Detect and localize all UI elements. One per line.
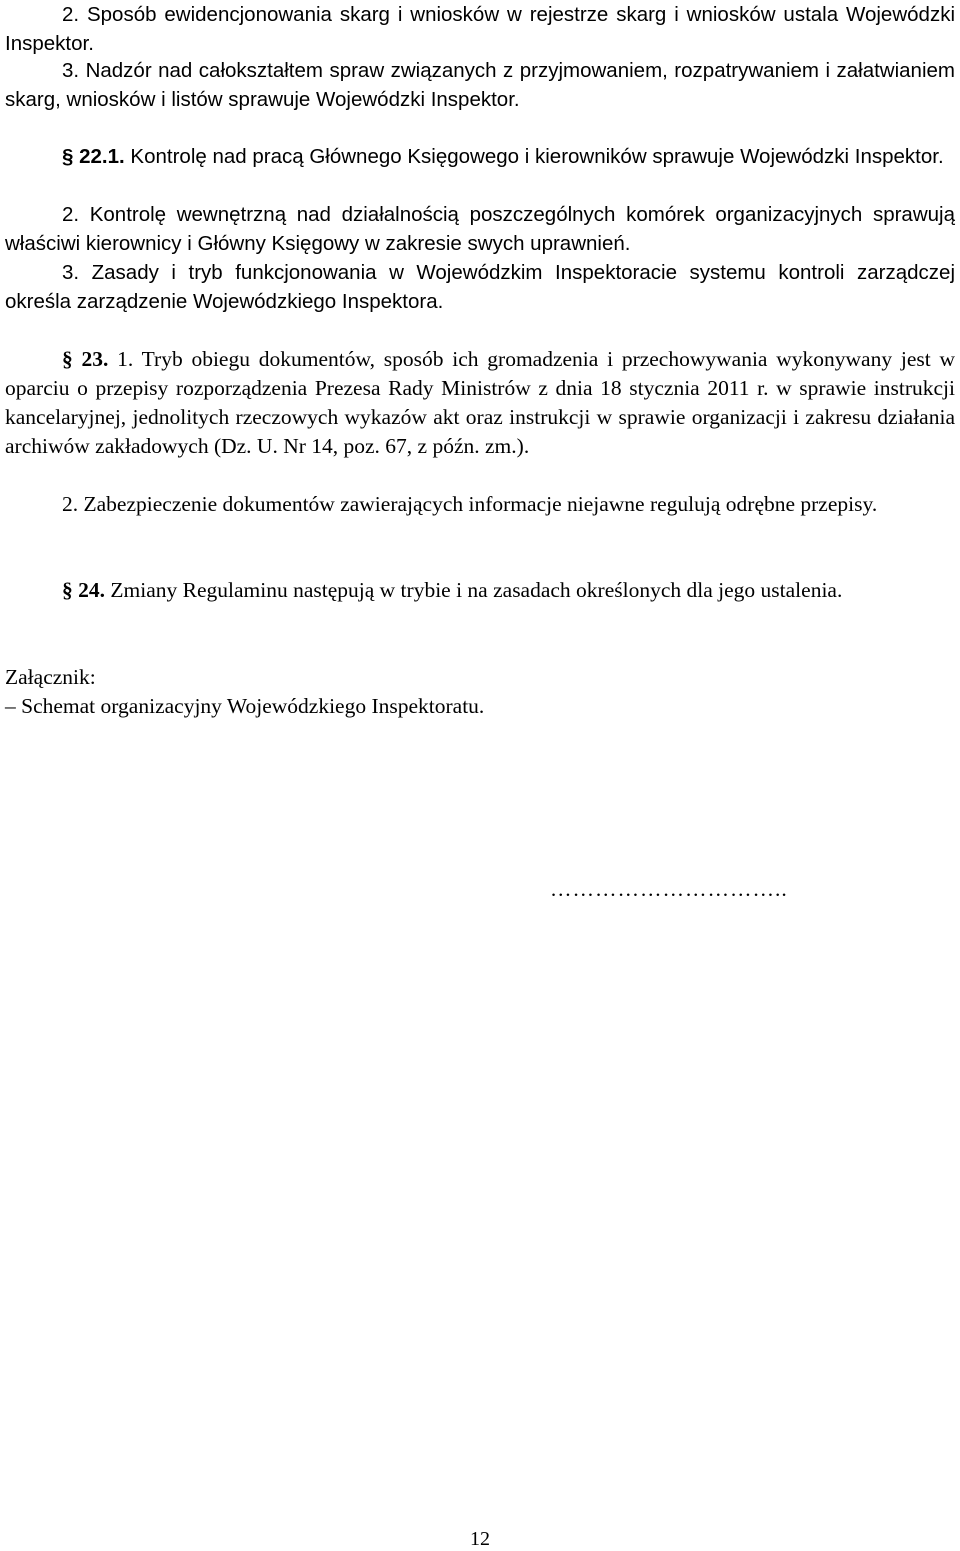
paragraph-22-1: § 22.1. Kontrolę nad pracą Głównego Księgowego i kierowników sprawuje Wojewódzki Inspektor. [62,145,944,168]
paragraph-21-2: 2. Sposób ewidencjonowania skarg i wniosków w rejestrze skarg i wniosków ustala Wojewódzki Inspektor. [5,3,955,55]
paragraph-23-2: 2. Zabezpieczenie dokumentów zawierających informacje niejawne regulują odrębne przepisy. [62,492,878,516]
section-22-heading: § 22.1. [62,145,125,168]
signature-dots: ………………………….. [550,877,788,901]
section-sign: § [62,578,73,602]
section-sign: § [62,145,74,168]
section-24-heading: § 24. [62,578,105,602]
paragraph-22-3: 3. Zasady i tryb funkcjonowania w Wojewódzkim Inspektoracie systemu kontroli zarządczej określa zarządzenie Wojewódzkiego Inspektora. [5,261,955,313]
paragraph-23-1: § 23. 1. Tryb obiegu dokumentów, sposób ich gromadzenia i przechowywania wykonywany jest w oparciu o przepisy rozporządzenia Prezesa Rady Ministrów z dnia 18 stycznia 2011 r. w sprawie instrukcji kancelaryjnej, jednolitych rzeczowych wykazów akt oraz instrukcji w sprawie organizacji i zakresu działania archiwów zakładowych (Dz. U. Nr 14, poz. 67, z późn. zm.). [5,347,955,458]
section-23-heading: § 23. [62,347,109,371]
attachment-item: – Schemat organizacyjny Wojewódzkiego Inspektoratu. [5,694,485,718]
section-sign: § [62,347,73,371]
attachment-label: Załącznik: [5,665,96,689]
paragraph-21-3: 3. Nadzór nad całokształtem spraw związanych z przyjmowaniem, rozpatrywaniem i załatwianiem skarg, wniosków i listów sprawuje Wojewódzki Inspektor. [5,59,955,111]
page-number: 12 [470,1528,490,1550]
paragraph-24: § 24. Zmiany Regulaminu następują w trybie i na zasadach określonych dla jego ustalenia. [62,578,843,602]
paragraph-22-2: 2. Kontrolę wewnętrzną nad działalnością poszczególnych komórek organizacyjnych sprawują właściwi kierownicy i Główny Księgowy w zakresie swych uprawnień. [5,203,955,255]
